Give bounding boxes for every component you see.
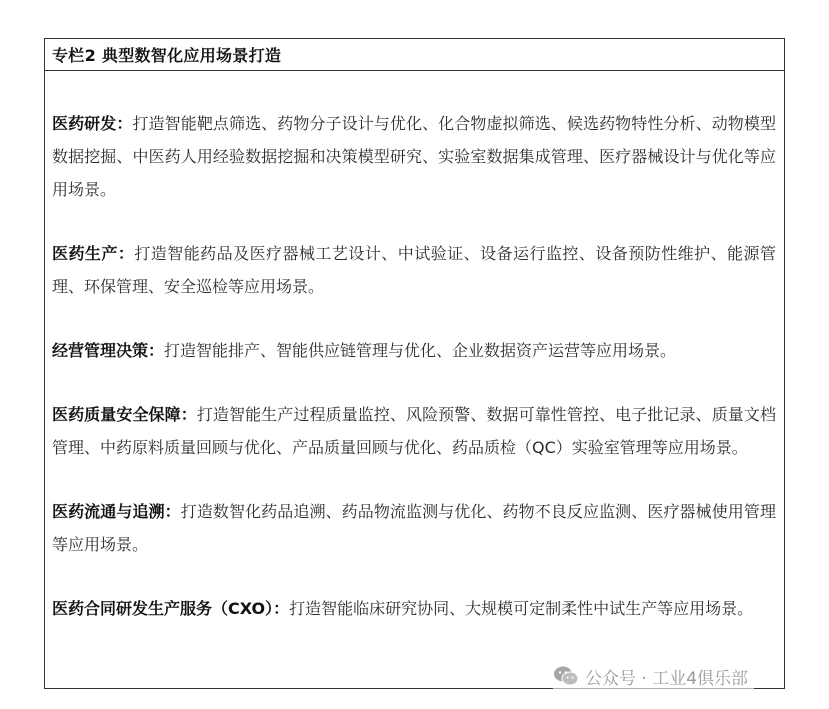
box-body [45, 107, 784, 625]
section-quality-safety [52, 398, 776, 464]
section-heading: 医药生产： [52, 244, 135, 263]
section-management-decision [52, 334, 776, 367]
box-header [45, 39, 784, 71]
section-text: 打造智能药品及医疗器械工艺设计、中试验证、设备运行监控、设备预防性维护、能源管理、环保管理、安全巡检等应用场景。 [52, 244, 776, 296]
section-text: 打造数智化药品追溯、药品物流监测与优化、药物不良反应监测、医疗器械使用管理等应用场景。 [52, 502, 776, 554]
section-cxo-services [52, 592, 776, 625]
wechat-icon [553, 665, 579, 687]
section-text: 打造智能生产过程质量监控、风险预警、数据可靠性管控、电子批记录、质量文档管理、中药原料质量回顾与优化、产品质量回顾与优化、药品质检（QC）实验室管理等应用场景。 [52, 405, 776, 457]
section-pharma-production [52, 237, 776, 303]
watermark-text: 公众号 · 工业4俱乐部 [585, 668, 749, 689]
section-heading: 医药研发： [52, 114, 133, 133]
section-heading: 医药合同研发生产服务（CXO）： [52, 599, 290, 618]
box-title: 专栏2 典型数智化应用场景打造 [52, 46, 282, 65]
section-pharma-rnd [52, 107, 776, 206]
section-text: 打造智能排产、智能供应链管理与优化、企业数据资产运营等应用场景。 [164, 341, 677, 360]
section-heading: 经营管理决策： [52, 341, 165, 360]
watermark [553, 662, 754, 690]
section-text: 打造智能临床研究协同、大规模可定制柔性中试生产等应用场景。 [289, 599, 754, 618]
section-text: 打造智能靶点筛选、药物分子设计与优化、化合物虚拟筛选、候选药物特性分析、动物模型数据挖掘、中医药人用经验数据挖掘和决策模型研究、实验室数据集成管理、医疗器械设计与优化等应用场景。 [52, 114, 776, 199]
section-distribution-traceability [52, 495, 776, 561]
feature-box [44, 38, 785, 689]
section-heading: 医药流通与追溯： [52, 502, 181, 521]
section-heading: 医药质量安全保障： [52, 405, 197, 424]
